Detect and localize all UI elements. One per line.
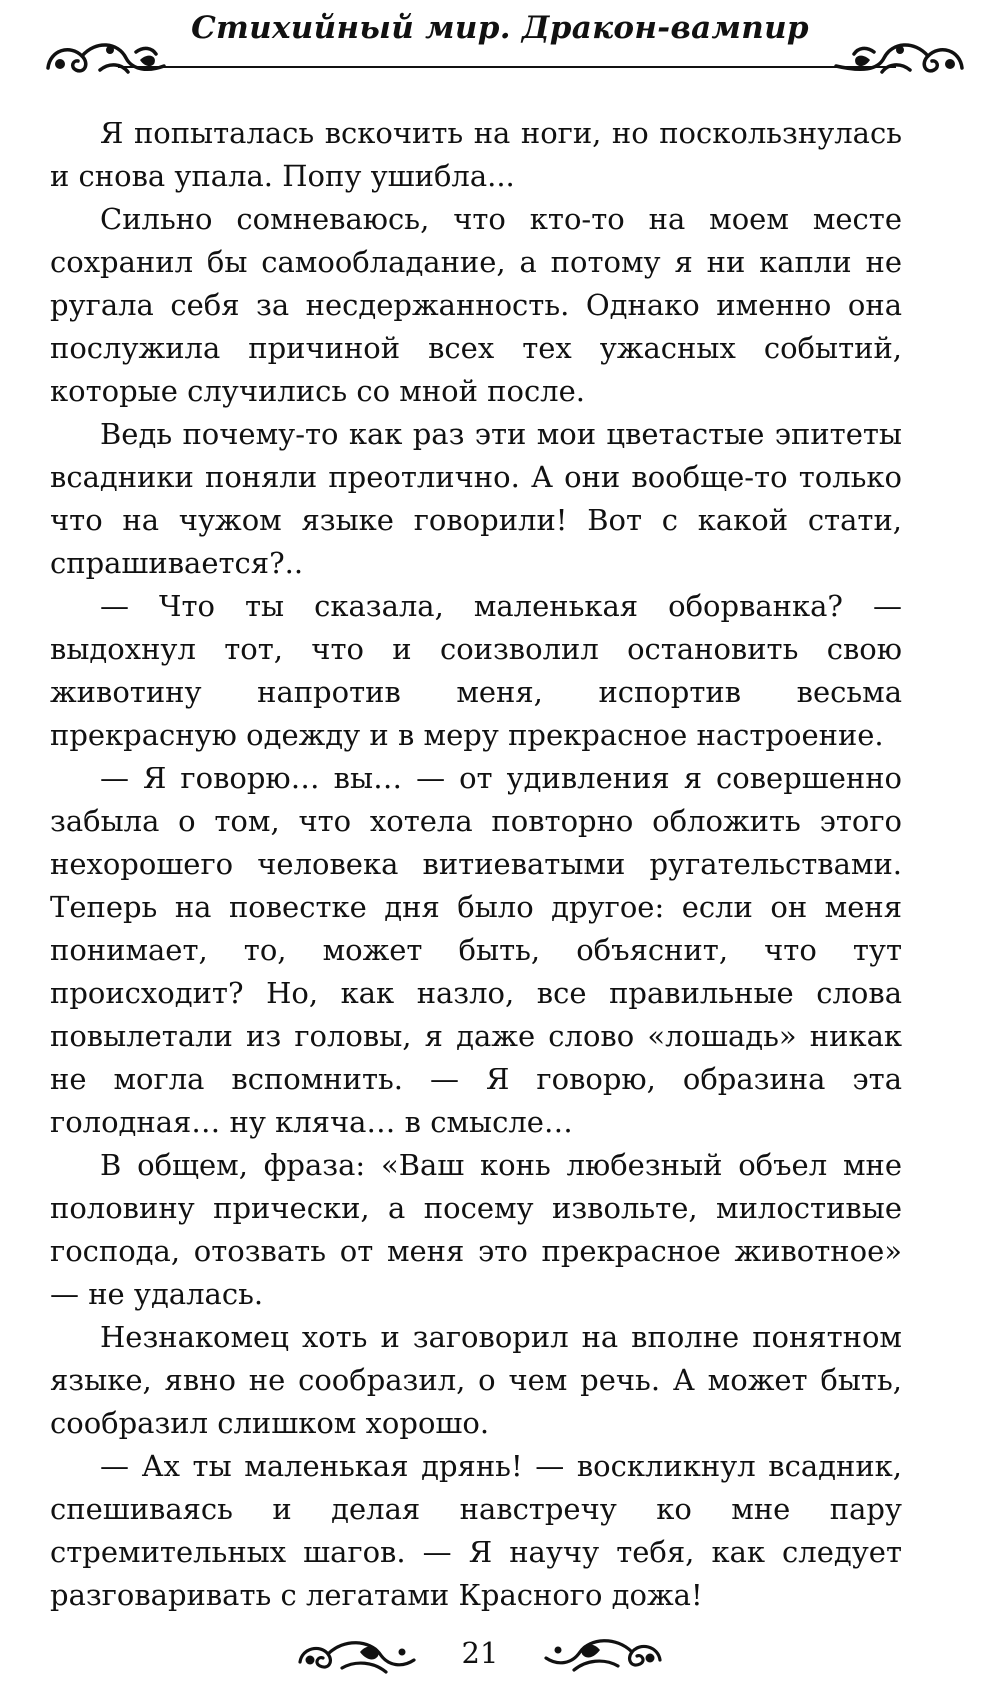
paragraph: В общем, фраза: «Ваш конь любезный объел мне половину прически, а посему извольте, милостивые господа, отозвать от меня это прекрасное животное» — не удалась. — [50, 1148, 902, 1311]
header-right-flourish-icon — [830, 30, 970, 80]
header-left-flourish-icon — [40, 30, 170, 80]
paragraph: — Я говорю… вы… — от удивления я совершенно забыла о том, что хотела повторно обложить этого нехорошего человека витиеватыми ругательствами. Теперь на повестке дня было другое: если он меня понимает, то, может быть, объяснит, что тут происходит? Но, как назло, все правильные слова повылетали из головы, я даже слово «лошадь» никак не могла вспомнить. — Я говорю, образина эта голодная… ну кляча… в смысле… — [50, 761, 902, 1139]
page-body-text — [50, 112, 902, 1617]
footer-right-flourish-icon — [540, 1628, 670, 1680]
running-title: Стихийный мир. Дракон-вампир — [191, 10, 809, 46]
footer-left-flourish-icon — [290, 1630, 420, 1680]
paragraph: — Что ты сказала, маленькая оборванка? — выдохнул тот, что и соизволил остановить свою животину напротив меня, испортив весьма прекрасную одежду и в меру прекрасное настроение. — [50, 589, 902, 752]
paragraph: Сильно сомневаюсь, что кто-то на моем месте сохранил бы самообладание, а потому я ни капли не ругала себя за несдержанность. Однако именно она послужила причиной всех тех ужасных событий, которые случились со мной после. — [50, 202, 902, 408]
paragraph: Ведь почему-то как раз эти мои цветастые эпитеты всадники поняли преотлично. А они вообще-то только что на чужом языке говорили! Вот с какой стати, спрашивается?.. — [50, 417, 902, 580]
paragraph: Я попыталась вскочить на ноги, но поскользнулась и снова упала. Попу ушибла... — [50, 116, 902, 193]
header-rule — [118, 66, 896, 68]
paragraph: Незнакомец хоть и заговорил на вполне понятном языке, явно не сообразил, о чем речь. А может быть, сообразил слишком хорошо. — [50, 1320, 902, 1440]
page-number: 21 — [461, 1636, 499, 1670]
paragraph: — Ах ты маленькая дрянь! — воскликнул всадник, спешиваясь и делая навстречу ко мне пару стремительных шагов. — Я научу тебя, как следует разговаривать с легатами Красного дожа! — [50, 1449, 902, 1612]
